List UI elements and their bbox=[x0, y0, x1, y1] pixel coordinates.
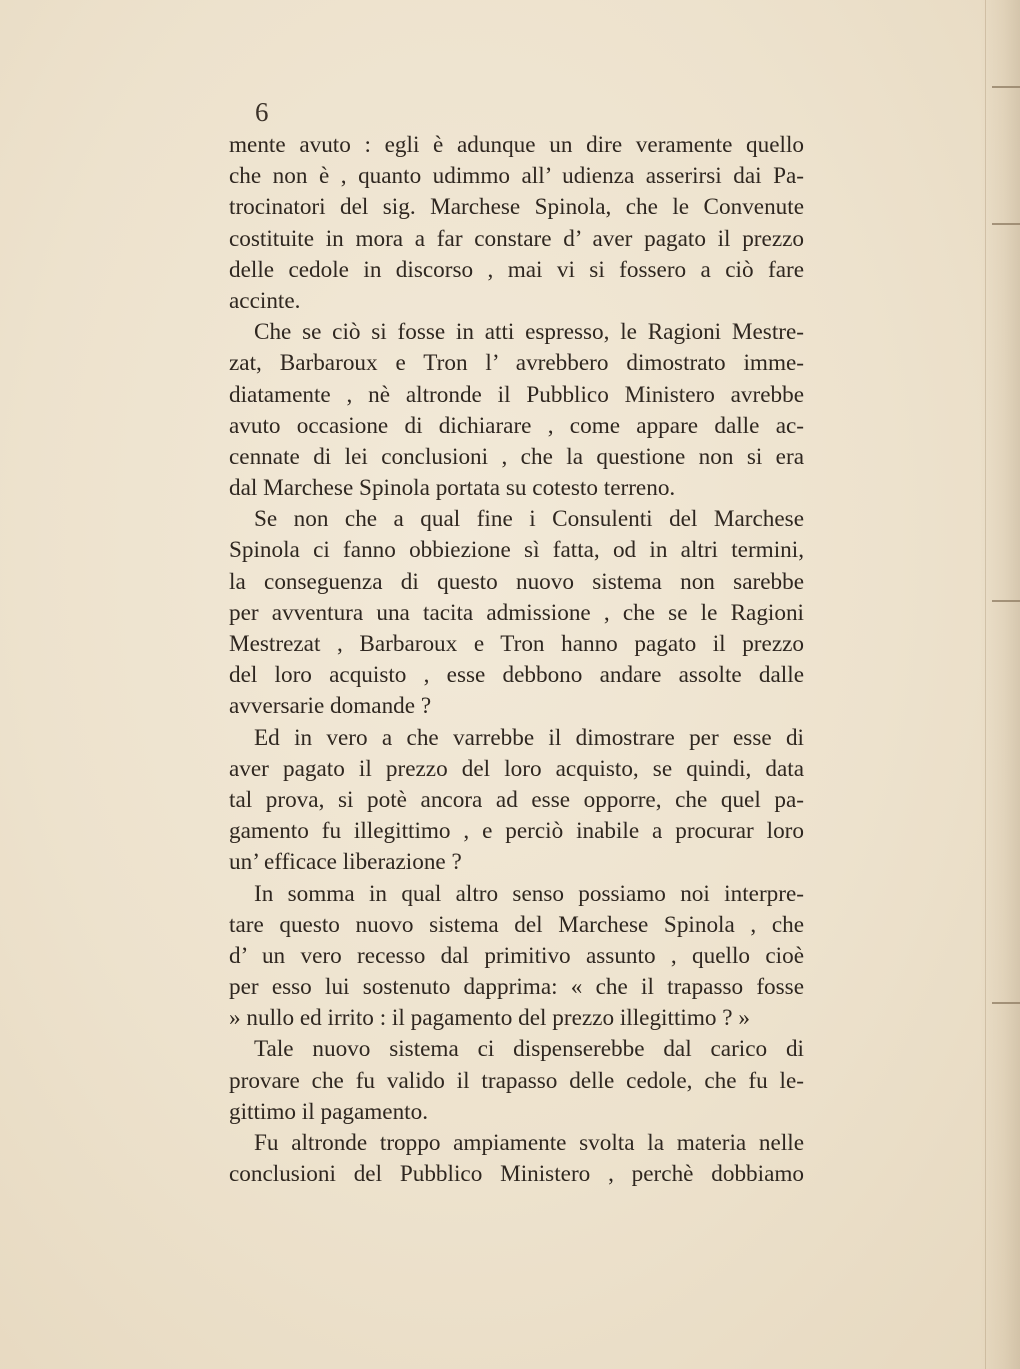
text-line: tal prova, si potè ancora ad esse opporre, che quel pa- bbox=[229, 786, 804, 813]
text-line: avuto occasione di dichiarare , come appare dalle ac- bbox=[229, 412, 804, 439]
text-line: diatamente , nè altronde il Pubblico Ministero avrebbe bbox=[229, 381, 804, 408]
text-line: accinte. bbox=[229, 287, 301, 314]
body-text bbox=[229, 130, 804, 1190]
text-line: mente avuto : egli è adunque un dire veramente quello bbox=[229, 132, 804, 158]
binding-stitch bbox=[992, 600, 1020, 602]
text-line: » nullo ed irrito : il pagamento del prezzo illegittimo ? » bbox=[229, 1005, 750, 1032]
text-line: aver pagato il prezzo del loro acquisto, se quindi, data bbox=[229, 755, 804, 782]
text-line: trocinatori del sig. Marchese Spinola, che le Convenute bbox=[229, 194, 804, 221]
text-line: per esso lui sostenuto dapprima: « che il trapasso fosse bbox=[229, 974, 804, 1001]
text-line: delle cedole in discorso , mai vi si fossero a ciò fare bbox=[229, 256, 804, 283]
text-line: Spinola ci fanno obbiezione sì fatta, od in altri termini, bbox=[229, 537, 804, 564]
text-line: Ed in vero a che varrebbe il dimostrare per esse di bbox=[254, 724, 804, 751]
text-line: del loro acquisto , esse debbono andare assolte dalle bbox=[229, 662, 804, 689]
text-line: la conseguenza di questo nuovo sistema non sarebbe bbox=[229, 568, 804, 595]
text-line: Mestrezat , Barbaroux e Tron hanno pagato il prezzo bbox=[229, 631, 804, 657]
text-line: costituite in mora a far constare d’ aver pagato il prezzo bbox=[229, 225, 804, 252]
binding-stitch bbox=[992, 86, 1020, 88]
binding-stitch bbox=[992, 223, 1020, 225]
fold-line bbox=[985, 0, 986, 1369]
text-line: tare questo nuovo sistema del Marchese Spinola , che bbox=[229, 911, 804, 938]
text-line: Tale nuovo sistema ci dispenserebbe dal carico di bbox=[254, 1036, 804, 1063]
text-line: che non è , quanto udimmo all’ udienza asserirsi dai Pa- bbox=[229, 163, 804, 190]
text-line: Che se ciò si fosse in atti espresso, le Ragioni Mestre- bbox=[254, 319, 804, 346]
text-line: d’ un vero recesso dal primitivo assunto , quello cioè bbox=[229, 942, 804, 969]
text-line: conclusioni del Pubblico Ministero , perchè dobbiamo bbox=[229, 1161, 804, 1188]
text-line: zat, Barbaroux e Tron l’ avrebbero dimostrato imme- bbox=[229, 350, 804, 377]
text-line: cennate di lei conclusioni , che la questione non si era bbox=[229, 443, 804, 470]
text-line: per avventura una tacita admissione , che se le Ragioni bbox=[229, 599, 804, 626]
text-line: Se non che a qual fine i Consulenti del Marchese bbox=[254, 506, 804, 533]
text-line: gamento fu illegittimo , e perciò inabile a procurar loro bbox=[229, 818, 804, 845]
page-number: 6 bbox=[255, 97, 269, 127]
text-line: dal Marchese Spinola portata su cotesto terreno. bbox=[229, 475, 676, 502]
text-line: avversarie domande ? bbox=[229, 693, 432, 720]
text-line: Fu altronde troppo ampiamente svolta la materia nelle bbox=[254, 1130, 804, 1156]
text-line: In somma in qual altro senso possiamo noi interpre- bbox=[254, 880, 804, 907]
text-line: gittimo il pagamento. bbox=[229, 1098, 428, 1125]
page-edge-shadow bbox=[980, 0, 1020, 1369]
binding-stitch bbox=[992, 1002, 1020, 1004]
text-line: provare che fu valido il trapasso delle cedole, che fu le- bbox=[229, 1067, 804, 1094]
text-line: un’ efficace liberazione ? bbox=[229, 849, 462, 876]
